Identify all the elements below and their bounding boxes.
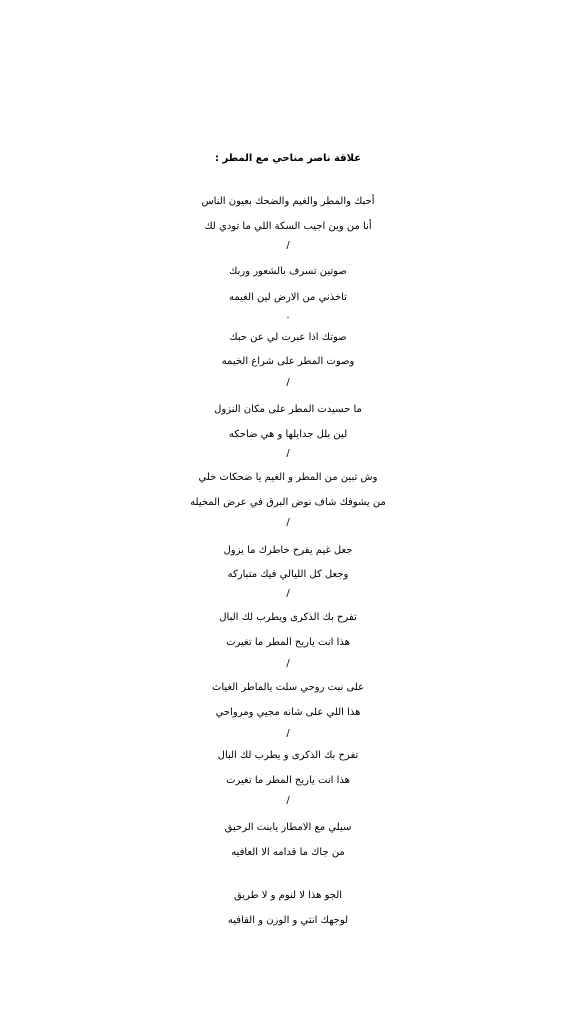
poem-line: تاخذني من الارض لين الغيمه [229,292,347,303]
stanza-separator: . [286,310,290,321]
poem-line: ما حسيدت المطر على مكان النزول [214,404,362,415]
poem-line: من يشوفك شاف نوض البرق في عرض المخيله [190,497,386,508]
poem-line: أنا من وين اجيب السكة اللي ما تودي لك [204,221,372,232]
stanza-separator: / [286,728,290,739]
poem-line: وش تبين من المطر و الغيم يا ضحكات خلي [198,472,378,483]
poem-line: هذا انت ياريح المطر ما تغيرت [226,775,350,786]
poem-line: وصوت المطر على شراع الخيمه [221,356,355,367]
poem-line: هذا انت ياريح المطر ما تغيرت [226,637,350,648]
poem-line: صوتين تسرف بالشعور وربك [229,266,347,277]
stanza-separator: / [286,517,290,528]
poem-line: صوتك اذا عبرت لي عن حبك [229,332,347,343]
poem-line: تفرح بك الذكرى و يطرب لك البال [217,750,359,761]
stanza-separator: / [286,795,290,806]
stanza-separator: / [286,658,290,669]
poem-line: سيلي مع الامطار يابنت الرحيق [224,822,352,833]
poem-line: من جاك ما قدامه الا العافيه [231,847,345,858]
poem-line: لين بلل جدايلها و هي ضاحكه [228,429,348,440]
stanza-separator: / [286,448,290,459]
poem-line: هذا اللي على شانه مجيي ومرواحي [215,707,361,718]
stanza-separator: / [286,240,290,251]
poem-line: لوجهك انتي و الوزن و القافيه [227,915,349,926]
poem-line: على نبت روحي سلت يالماطر الغياث [211,682,365,693]
stanza-separator: / [286,377,290,388]
stanza-separator: / [286,588,290,599]
poem-line: جعل غيم يفرح خاطرك ما يزول [223,545,353,556]
poem-line: أحبك والمطر والغيم والضحك بعيون الناس [201,196,375,207]
poem-line: وجعل كل الليالي فيك متباركه [227,569,349,580]
poem-title: علاقة ناصر مناحي مع المطر : [214,153,362,164]
poem-line: تفرح بك الذكرى ويطرب لك البال [219,612,357,623]
poem-line: الجو هذا لا لنوم و لا طريق [233,890,343,901]
